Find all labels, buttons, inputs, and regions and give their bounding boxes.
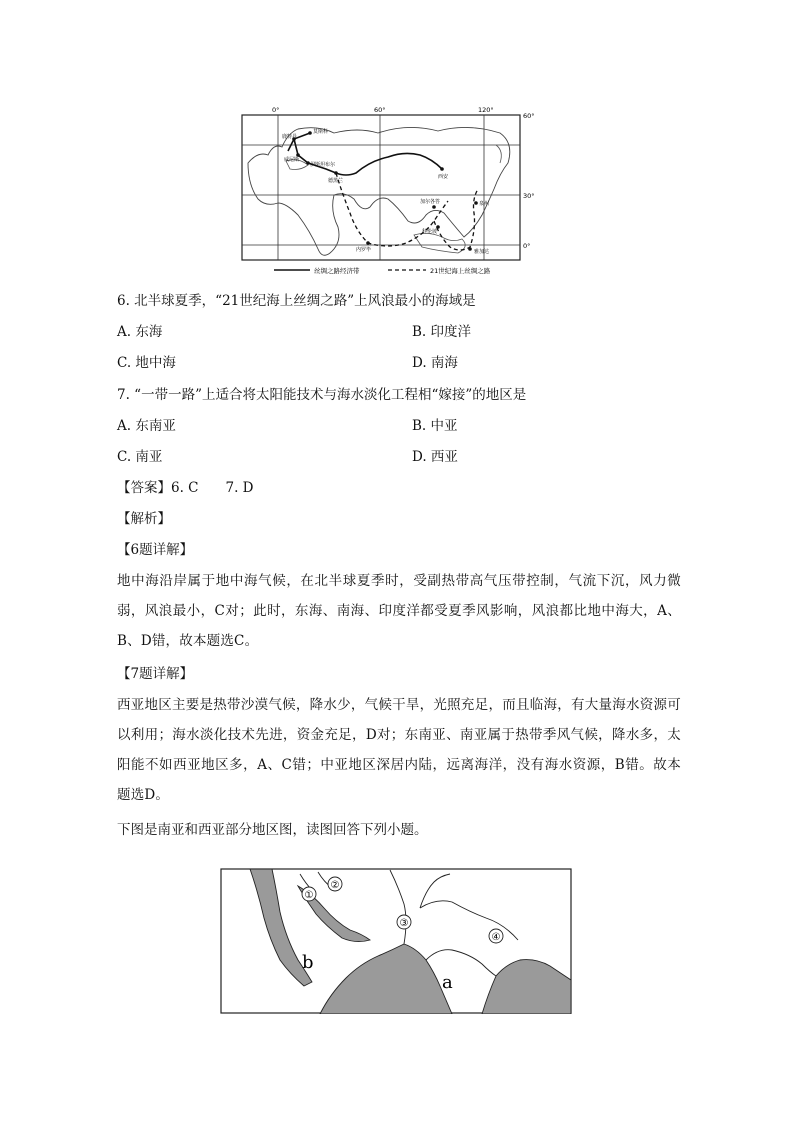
- q6-option-d[interactable]: D. 南海: [412, 355, 458, 371]
- lon-label: 120°: [478, 106, 494, 114]
- q6-stem: 6. 北半球夏季，“21世纪海上丝绸之路”上风浪最小的海域是: [117, 293, 476, 309]
- place-label: 莫斯科: [313, 129, 329, 135]
- q7-option-b[interactable]: B. 中亚: [412, 418, 458, 434]
- region-b-label: b: [302, 952, 314, 973]
- q7-option-d[interactable]: D. 西亚: [412, 449, 458, 465]
- place-label: 雅加达: [474, 249, 490, 255]
- answer-line: [117, 478, 254, 498]
- q6-detail-text: 地中海沿岸属于地中海气候，在北半球夏季时，受副热带高气压带控制，气流下沉，风力微弱，风浪最小，C对；此时，东海、南海、印度洋都受夏季风影响，风浪都比地中海大，A、B、D错，故本题选C。: [117, 573, 681, 649]
- place-label: 西安: [438, 174, 449, 180]
- marker-2: ②: [330, 880, 340, 891]
- legend-solid-label: 丝绸之路经济带: [314, 267, 360, 275]
- q7-stem: 7. “一带一路”上适合将太阳能技术与海水淡化工程相“嫁接”的地区是: [117, 387, 527, 403]
- place-label: 德黑兰: [328, 178, 344, 184]
- lat-label: 30°: [523, 192, 535, 200]
- lon-label: 0°: [272, 106, 280, 114]
- place-label: 鹿特丹: [282, 134, 298, 140]
- place-label: 科伦坡: [422, 229, 438, 235]
- place-label: 威尼斯: [284, 157, 300, 163]
- q7-option-c[interactable]: C. 南亚: [117, 449, 163, 465]
- answer-value: 6. C 7. D: [171, 480, 254, 496]
- answer-label: 【答案】: [117, 480, 171, 496]
- q7-option-a[interactable]: A. 东南亚: [117, 418, 176, 434]
- place-label: 加尔各答: [420, 199, 441, 205]
- marker-4: ④: [491, 932, 501, 943]
- place-label: 伊斯坦布尔: [310, 162, 336, 168]
- lon-label: 60°: [374, 106, 386, 114]
- lat-label: 0°: [523, 242, 531, 250]
- marker-1: ①: [304, 890, 314, 901]
- belt-road-map: [238, 103, 542, 278]
- intro-text: 下图是南亚和西亚部分地区图，读图回答下列小题。: [117, 822, 428, 838]
- place-label: 内罗毕: [356, 247, 372, 253]
- marker-3: ③: [399, 918, 409, 929]
- lat-label: 60°: [523, 112, 535, 120]
- legend-dashed-label: 21世纪海上丝绸之路: [430, 267, 491, 275]
- q6-detail-label: 【6题详解】: [117, 542, 194, 558]
- south-west-asia-map: [220, 868, 572, 1014]
- q6-option-a[interactable]: A. 东海: [117, 324, 163, 340]
- q6-option-c[interactable]: C. 地中海: [117, 355, 176, 371]
- q6-option-b[interactable]: B. 印度洋: [412, 324, 472, 340]
- region-a-label: a: [442, 972, 453, 993]
- q7-detail-label: 【7题详解】: [117, 666, 194, 682]
- place-label: 泉州: [479, 201, 490, 207]
- analysis-label: 【解析】: [117, 511, 171, 527]
- q7-detail-text: 西亚地区主要是热带沙漠气候，降水少，气候干旱，光照充足，而且临海，有大量海水资源可以利用；海水淡化技术先进，资金充足，D对；东南亚、南亚属于热带季风气候，降水多，太阳能不如西亚地区多，A、C错；中亚地区深居内陆，远离海洋，没有海水资源，B错。故本题选D。: [117, 697, 681, 803]
